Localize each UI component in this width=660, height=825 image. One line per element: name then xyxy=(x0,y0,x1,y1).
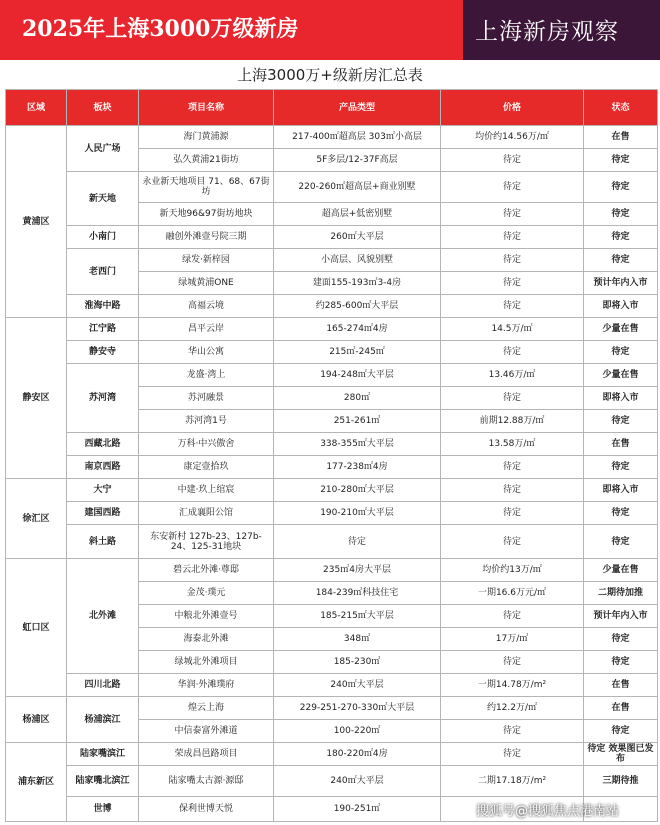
project-cell: 华润·外滩璞府 xyxy=(139,674,274,697)
type-cell: 240㎡大平层 xyxy=(274,674,441,697)
project-cell: 碧云北外滩·尊邸 xyxy=(139,559,274,582)
status-cell: 待定 xyxy=(584,226,658,249)
status-cell: 三期待推 xyxy=(584,766,658,797)
block-cell: 大宁 xyxy=(67,479,139,502)
status-cell: 即将入市 xyxy=(584,479,658,502)
project-cell: 汇成襄阳公馆 xyxy=(139,502,274,525)
status-cell: 待定 xyxy=(584,651,658,674)
table-row xyxy=(6,295,658,318)
status-cell: 待定 xyxy=(584,502,658,525)
block-cell: 北外滩 xyxy=(67,559,139,674)
project-cell: 绿城黄浦ONE xyxy=(139,272,274,295)
table-row xyxy=(6,456,658,479)
status-cell: 少量在售 xyxy=(584,318,658,341)
status-cell: 待定 xyxy=(584,456,658,479)
project-cell: 融创外滩壹号院三期 xyxy=(139,226,274,249)
status-cell: 待定 xyxy=(584,410,658,433)
price-cell: 待定 xyxy=(441,479,584,502)
price-cell: 约12.2万/㎡ xyxy=(441,697,584,720)
project-cell: 东安新村 127b-23、127b-24、125-31地块 xyxy=(139,525,274,559)
price-cell: 待定 xyxy=(441,226,584,249)
block-cell: 淮海中路 xyxy=(67,295,139,318)
project-cell: 绿城北外滩项目 xyxy=(139,651,274,674)
project-cell: 海泰北外滩 xyxy=(139,628,274,651)
block-cell: 四川北路 xyxy=(67,674,139,697)
price-cell: 待定 xyxy=(441,249,584,272)
table-row xyxy=(6,341,658,364)
col-header-price: 价格 xyxy=(441,90,584,126)
col-header-block: 板块 xyxy=(67,90,139,126)
table-row xyxy=(6,525,658,559)
col-header-area: 区域 xyxy=(6,90,67,126)
type-cell: 177-238㎡4房 xyxy=(274,456,441,479)
project-cell: 中信泰富外滩道 xyxy=(139,720,274,743)
table-row xyxy=(6,766,658,797)
table-row xyxy=(6,559,658,582)
block-cell: 杨浦滨江 xyxy=(67,697,139,743)
type-cell: 5F多层/12-37F高层 xyxy=(274,149,441,172)
price-cell: 待定 xyxy=(441,149,584,172)
price-cell: 待定 xyxy=(441,525,584,559)
table-row xyxy=(6,226,658,249)
block-cell: 西藏北路 xyxy=(67,433,139,456)
price-cell: 待定 xyxy=(441,341,584,364)
type-cell: 184-239㎡科技住宅 xyxy=(274,582,441,605)
price-cell: 14.5万/㎡ xyxy=(441,318,584,341)
property-table xyxy=(5,89,658,822)
area-cell: 虹口区 xyxy=(6,559,67,697)
price-cell: 待定 xyxy=(441,172,584,203)
col-header-status: 状态 xyxy=(584,90,658,126)
price-cell: 待定 xyxy=(441,272,584,295)
block-cell: 建国西路 xyxy=(67,502,139,525)
status-cell: 预计年内入市 xyxy=(584,272,658,295)
block-cell: 南京西路 xyxy=(67,456,139,479)
area-cell: 杨浦区 xyxy=(6,697,67,743)
table-row xyxy=(6,697,658,720)
type-cell: 348㎡ xyxy=(274,628,441,651)
area-cell: 徐汇区 xyxy=(6,479,67,559)
type-cell: 190-251㎡ xyxy=(274,797,441,822)
status-cell: 在售 xyxy=(584,674,658,697)
block-cell: 陆家嘴滨江 xyxy=(67,743,139,766)
area-cell: 静安区 xyxy=(6,318,67,479)
type-cell: 185-230㎡ xyxy=(274,651,441,674)
table-row xyxy=(6,249,658,272)
type-cell: 215㎡-245㎡ xyxy=(274,341,441,364)
type-cell: 165-274㎡4房 xyxy=(274,318,441,341)
banner-brand: 上海新房观察 xyxy=(475,19,619,45)
price-cell: 13.58万/㎡ xyxy=(441,433,584,456)
price-cell: 待定 xyxy=(441,456,584,479)
table-row xyxy=(6,364,658,387)
table-row xyxy=(6,743,658,766)
status-cell: 待定 xyxy=(584,149,658,172)
type-cell: 338-355㎡大平层 xyxy=(274,433,441,456)
project-cell: 新天地96&97街坊地块 xyxy=(139,203,274,226)
type-cell: 超高层+低密别墅 xyxy=(274,203,441,226)
status-cell: 待定 xyxy=(584,525,658,559)
type-cell: 210-280㎡大平层 xyxy=(274,479,441,502)
type-cell: 待定 xyxy=(274,525,441,559)
table-title: 上海3000万+级新房汇总表 xyxy=(237,66,423,84)
price-cell: 一期14.78万/m² xyxy=(441,674,584,697)
type-cell: 190-210㎡大平层 xyxy=(274,502,441,525)
block-cell: 新天地 xyxy=(67,172,139,226)
block-cell: 人民广场 xyxy=(67,126,139,172)
area-cell: 浦东新区 xyxy=(6,743,67,822)
project-cell: 昌平云岸 xyxy=(139,318,274,341)
type-cell: 235㎡4房大平层 xyxy=(274,559,441,582)
price-cell: 待定 xyxy=(441,203,584,226)
type-cell: 260㎡大平层 xyxy=(274,226,441,249)
type-cell: 217-400㎡超高层 303㎡小高层 xyxy=(274,126,441,149)
price-cell: 前期12.88万/㎡ xyxy=(441,410,584,433)
project-cell: 康定壹拾玖 xyxy=(139,456,274,479)
type-cell: 240㎡大平层 xyxy=(274,766,441,797)
project-cell: 苏河融景 xyxy=(139,387,274,410)
type-cell: 建面155-193㎡3-4房 xyxy=(274,272,441,295)
type-cell: 100-220㎡ xyxy=(274,720,441,743)
project-cell: 中粮北外滩壹号 xyxy=(139,605,274,628)
status-cell: 在售 xyxy=(584,126,658,149)
price-cell: 待定 xyxy=(441,720,584,743)
price-cell: 均价约13万/㎡ xyxy=(441,559,584,582)
type-cell: 251-261㎡ xyxy=(274,410,441,433)
status-cell: 少量在售 xyxy=(584,559,658,582)
price-cell: 待定 xyxy=(441,295,584,318)
price-cell: 13.46万/㎡ xyxy=(441,364,584,387)
price-cell: 待定 xyxy=(441,502,584,525)
project-cell: 金茂·璞元 xyxy=(139,582,274,605)
project-cell: 海门黄浦源 xyxy=(139,126,274,149)
table-header-row xyxy=(6,90,658,126)
block-cell: 苏河湾 xyxy=(67,364,139,433)
type-cell: 180-220㎡4房 xyxy=(274,743,441,766)
status-cell: 二期待加推 xyxy=(584,582,658,605)
block-cell: 小南门 xyxy=(67,226,139,249)
block-cell: 静安寺 xyxy=(67,341,139,364)
status-cell: 待定 xyxy=(584,249,658,272)
block-cell: 老西门 xyxy=(67,249,139,295)
status-cell: 即将入市 xyxy=(584,387,658,410)
type-cell: 229-251-270-330㎡大平层 xyxy=(274,697,441,720)
banner-title: 2025年上海3000万级新房 xyxy=(22,16,299,42)
status-cell: 少量在售 xyxy=(584,364,658,387)
status-cell: 预计年内入市 xyxy=(584,605,658,628)
price-cell: 待定 xyxy=(441,387,584,410)
project-cell: 高福云境 xyxy=(139,295,274,318)
price-cell: 待定 xyxy=(441,743,584,766)
project-cell: 龙盛·湾上 xyxy=(139,364,274,387)
col-header-type: 产品类型 xyxy=(274,90,441,126)
table-row xyxy=(6,479,658,502)
table-row xyxy=(6,172,658,203)
table-row xyxy=(6,502,658,525)
type-cell: 小高层、风貌别墅 xyxy=(274,249,441,272)
price-cell: 17万/㎡ xyxy=(441,628,584,651)
price-cell: 一期16.6万元/㎡ xyxy=(441,582,584,605)
type-cell: 185-215㎡大平层 xyxy=(274,605,441,628)
header-banner xyxy=(0,0,660,60)
price-cell: 均价约14.56万/㎡ xyxy=(441,126,584,149)
project-cell: 煌云上海 xyxy=(139,697,274,720)
status-cell: 待定 xyxy=(584,720,658,743)
table-row xyxy=(6,433,658,456)
project-cell: 永业新天地项目 71、68、67街坊 xyxy=(139,172,274,203)
status-cell: 在售 xyxy=(584,697,658,720)
col-header-project: 项目名称 xyxy=(139,90,274,126)
status-cell: 在售 xyxy=(584,433,658,456)
project-cell: 中建·玖上绾宸 xyxy=(139,479,274,502)
block-cell: 世博 xyxy=(67,797,139,822)
type-cell: 280㎡ xyxy=(274,387,441,410)
table-row xyxy=(6,126,658,149)
project-cell: 华山公寓 xyxy=(139,341,274,364)
project-cell: 苏河湾1号 xyxy=(139,410,274,433)
status-cell: 待定 xyxy=(584,172,658,203)
price-cell: 待定 xyxy=(441,605,584,628)
type-cell: 194-248㎡大平层 xyxy=(274,364,441,387)
project-cell: 保利世博天悦 xyxy=(139,797,274,822)
block-cell: 陆家嘴北滨江 xyxy=(67,766,139,797)
type-cell: 220-260㎡超高层+商业别墅 xyxy=(274,172,441,203)
status-cell: 待定 效果图已发布 xyxy=(584,743,658,766)
project-cell: 陆家嘴太古源·源邸 xyxy=(139,766,274,797)
watermark: 搜狐号@搜狐焦点港南站 xyxy=(476,804,620,819)
block-cell: 斜土路 xyxy=(67,525,139,559)
status-cell: 待定 xyxy=(584,341,658,364)
price-cell: 待定 xyxy=(441,651,584,674)
status-cell: 待定 xyxy=(584,628,658,651)
type-cell: 约285-600㎡大平层 xyxy=(274,295,441,318)
project-cell: 绿发·新梓园 xyxy=(139,249,274,272)
table-row xyxy=(6,674,658,697)
area-cell: 黄浦区 xyxy=(6,126,67,318)
project-cell: 弘久黄浦21街坊 xyxy=(139,149,274,172)
project-cell: 荣成昌邑路项目 xyxy=(139,743,274,766)
project-cell: 万科·中兴傲舍 xyxy=(139,433,274,456)
price-cell: 二期17.18万/m² xyxy=(441,766,584,797)
status-cell: 待定 xyxy=(584,203,658,226)
block-cell: 江宁路 xyxy=(67,318,139,341)
status-cell: 即将入市 xyxy=(584,295,658,318)
table-row xyxy=(6,318,658,341)
